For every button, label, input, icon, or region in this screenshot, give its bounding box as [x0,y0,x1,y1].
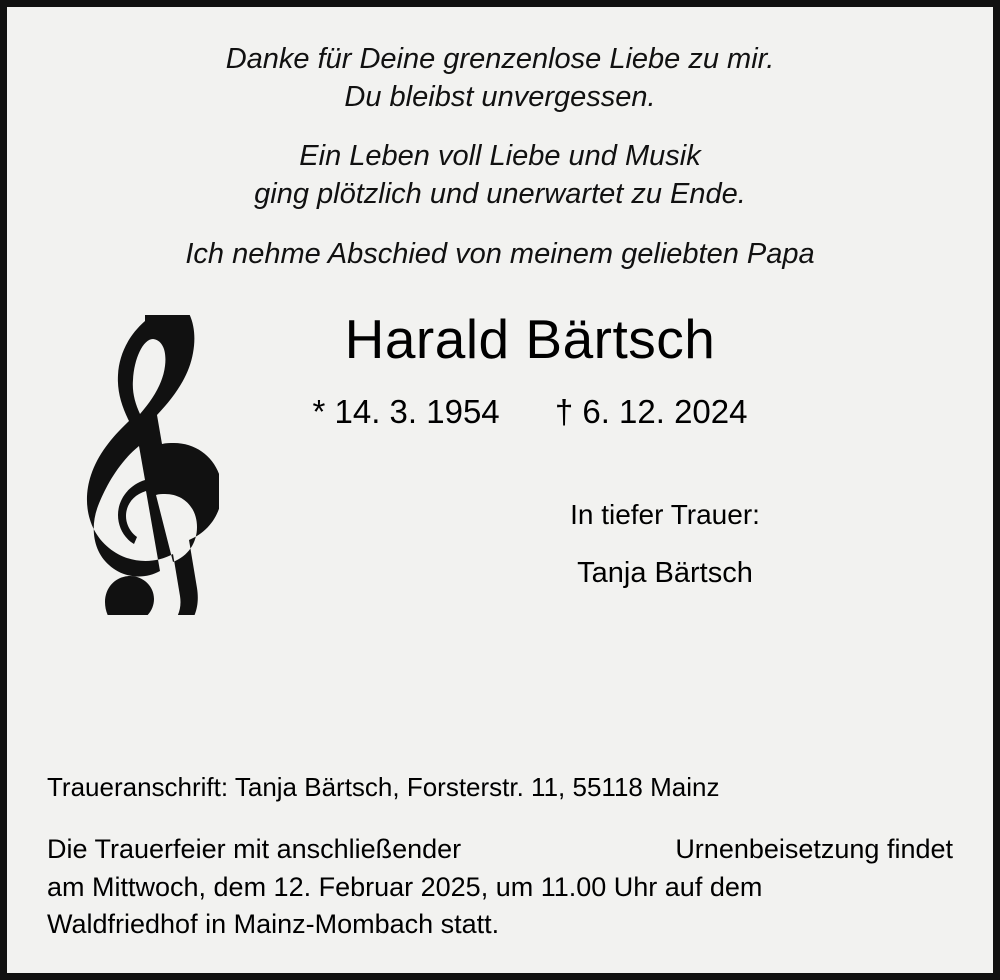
verse-line: Du bleibst unvergessen. [344,80,656,113]
verse-block [47,41,953,273]
ceremony-line-2 [47,869,953,906]
verse-stanza [47,236,953,274]
treble-clef-icon [69,315,219,615]
verse-line: Danke für Deine grenzenlose Liebe zu mir. [225,43,775,75]
birth-date: * 14. 3. 1954 [312,393,500,431]
mourning-lead: In tiefer Trauer: [570,499,760,531]
death-date: † 6. 12. 2024 [554,393,748,431]
verse-line: ging plötzlich und unerwartet zu Ende. [254,178,746,211]
life-dates [107,393,953,431]
verse-line: Ein Leben voll Liebe und Musik [299,140,701,173]
ceremony-line-1-part-b: Urnenbeisetzung findet [675,834,953,865]
ceremony-line-1-part-a: Die Trauerfeier mit anschließender [47,834,462,865]
mourners-block [377,499,953,590]
verse-line: Ich nehme Abschied von meinem geliebten Papa [185,237,815,270]
ceremony-line-1 [47,831,953,868]
verse-stanza [47,138,953,213]
mourner-name: Tanja Bärtsch [577,557,753,590]
name-and-symbol-block [47,307,953,637]
deceased-name: Harald Bärtsch [344,308,716,371]
verse-stanza [47,41,953,116]
notice-footer [47,772,953,943]
mourning-address: Traueranschrift: Tanja Bärtsch, Forsterstr. 11, 55118 Mainz [47,772,720,803]
ceremony-line-2-text: am Mittwoch, dem 12. Februar 2025, um 11.00 Uhr auf dem [47,871,763,902]
ceremony-details [47,831,953,943]
ceremony-line-3: Waldfriedhof in Mainz-Mombach statt. [47,908,500,939]
